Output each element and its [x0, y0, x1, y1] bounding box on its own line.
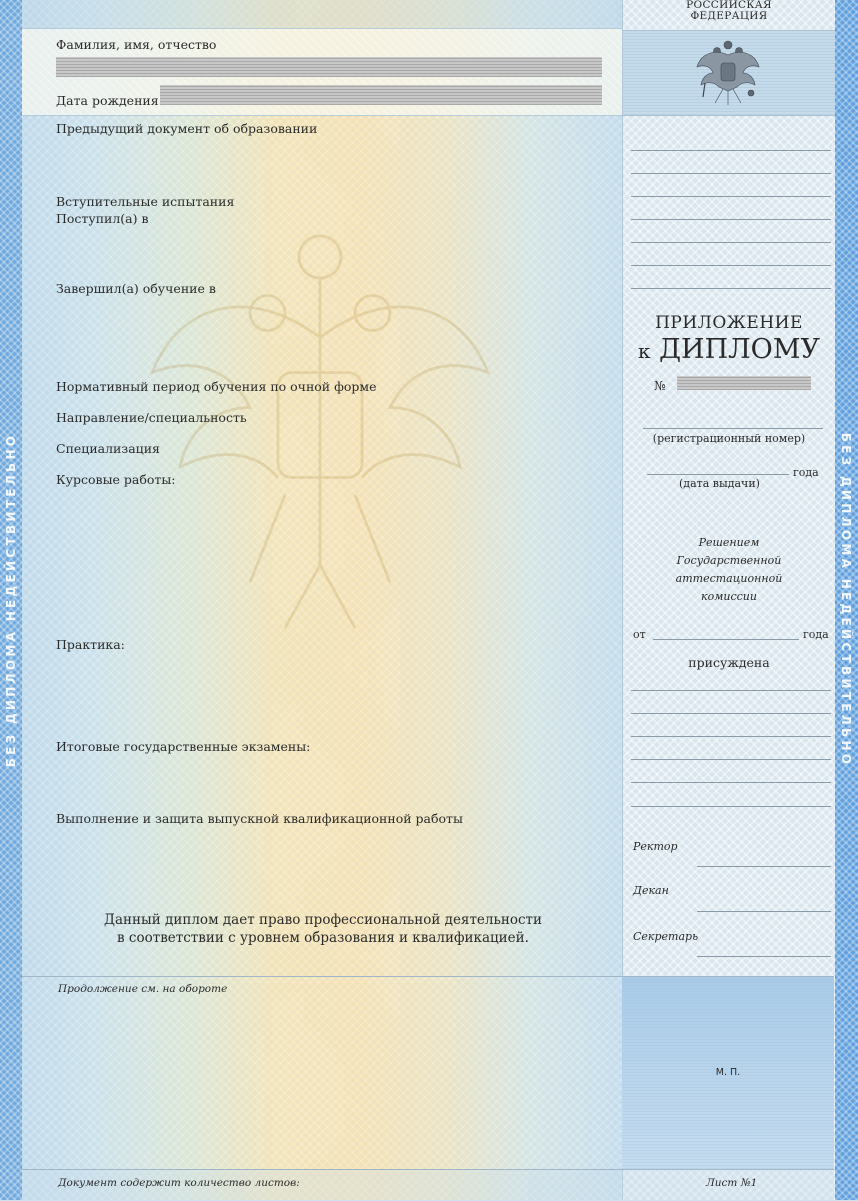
full-name-label: Фамилия, имя, отчество: [56, 37, 217, 52]
thesis-label: Выполнение и защита выпускной квалификационной работы: [56, 811, 463, 826]
decision-line3: аттестационной: [675, 572, 783, 585]
title-to-diploma: [623, 334, 835, 365]
full-name-redacted-field[interactable]: [56, 57, 602, 77]
decision-line2: Государственной: [676, 554, 782, 567]
blank-line[interactable]: [631, 265, 831, 266]
blank-line[interactable]: [631, 173, 831, 174]
title-diploma: ДИПЛОМУ: [659, 334, 820, 365]
rights-statement-line1: Данный диплом дает право профессиональной деятельности: [104, 912, 542, 928]
qualification-line[interactable]: [631, 759, 831, 760]
specialization-label: Специализация: [56, 441, 160, 456]
strip-text-right: БЕЗ ДИПЛОМА НЕДЕЙСТВИТЕЛЬНО: [839, 432, 853, 768]
final-exams-label: Итоговые государственные экзамены:: [56, 739, 311, 754]
rights-statement-line2: в соответствии с уровнем образования и квалификацией.: [117, 930, 529, 946]
issue-date-line[interactable]: [647, 474, 789, 475]
blank-line[interactable]: [631, 150, 831, 151]
right-security-strip: [834, 0, 858, 1200]
qualification-line[interactable]: [631, 782, 831, 783]
birth-date-label: Дата рождения: [56, 93, 159, 108]
dean-label: Декан: [633, 884, 669, 897]
qualification-line[interactable]: [631, 736, 831, 737]
from-year-suffix: года: [803, 628, 829, 641]
study-period-label: Нормативный период обучения по очной форме: [56, 379, 377, 394]
practice-label: Практика:: [56, 637, 125, 652]
eagle-watermark-icon: [140, 215, 500, 635]
country-header: [623, 0, 835, 30]
blank-line[interactable]: [631, 242, 831, 243]
emblem-band: [623, 30, 835, 116]
coursework-label: Курсовые работы:: [56, 472, 176, 487]
title-supplement: ПРИЛОЖЕНИЕ: [655, 313, 803, 333]
blank-line[interactable]: [631, 196, 831, 197]
rector-label: Ректор: [633, 840, 678, 853]
personal-data-panel: [22, 28, 622, 116]
birth-date-redacted-field[interactable]: [160, 85, 602, 105]
qualification-line[interactable]: [631, 690, 831, 691]
stamp-panel: [622, 977, 834, 1169]
enrolled-in-label: Поступил(а) в: [56, 211, 149, 226]
strip-text-left: БЕЗ ДИПЛОМА НЕДЕЙСТВИТЕЛЬНО: [4, 432, 18, 768]
decision-line4: комиссии: [701, 590, 757, 603]
blank-line[interactable]: [631, 288, 831, 289]
dean-signature-line[interactable]: [697, 911, 831, 912]
sheet-number-label: Лист №1: [706, 1177, 758, 1189]
number-sign: №: [654, 378, 666, 393]
blank-line[interactable]: [631, 219, 831, 220]
decision-line1: Решением: [698, 536, 760, 549]
stamp-placeholder: М. П.: [715, 1067, 741, 1078]
completed-in-label: Завершил(а) обучение в: [56, 281, 216, 296]
country-line1: РОССИЙСКАЯ: [686, 0, 772, 11]
country-line2: ФЕДЕРАЦИЯ: [690, 10, 768, 22]
title-k: к: [638, 339, 651, 363]
awarded-label: присуждена: [688, 655, 770, 670]
sheet-count-label: Документ содержит количество листов:: [58, 1177, 300, 1189]
rector-signature-line[interactable]: [697, 866, 831, 867]
specialty-label: Направление/специальность: [56, 410, 247, 425]
left-security-strip: [0, 0, 22, 1200]
qualification-line[interactable]: [631, 713, 831, 714]
continuation-note: Продолжение см. на обороте: [58, 983, 228, 995]
bottom-band: [22, 1169, 834, 1201]
from-label: от: [633, 628, 646, 641]
russian-coat-of-arms-icon: [695, 39, 761, 109]
secretary-label: Секретарь: [633, 930, 699, 943]
secretary-signature-line[interactable]: [697, 956, 831, 957]
decision-date-line[interactable]: [653, 639, 799, 640]
issue-year-suffix: года: [793, 466, 819, 479]
qualification-line[interactable]: [631, 806, 831, 807]
diploma-number-redacted[interactable]: [677, 376, 811, 390]
issue-date-caption: (дата выдачи): [679, 477, 760, 490]
top-band: [22, 0, 622, 28]
reg-number-caption: (регистрационный номер): [652, 432, 806, 445]
reg-number-line[interactable]: [643, 428, 823, 429]
previous-education-label: Предыдущий документ об образовании: [56, 121, 318, 136]
entrance-exams-label: Вступительные испытания: [56, 194, 235, 209]
